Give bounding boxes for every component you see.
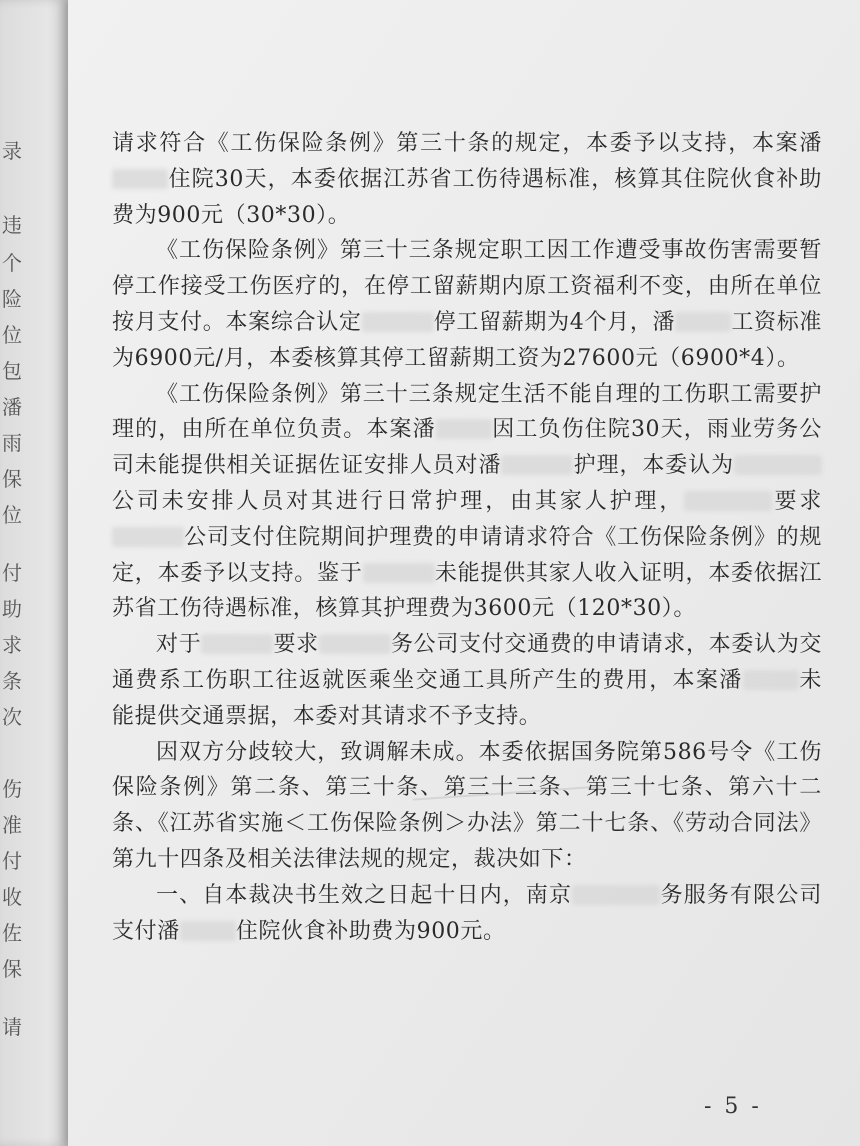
text-segment: 因工负伤住院30天，雨业劳务公司未能提供相关证据佐证安排人员对潘 (112, 417, 822, 479)
margin-char: 收 (2, 885, 22, 909)
margin-char: 佐 (2, 921, 22, 945)
margin-char: 保 (2, 467, 22, 491)
margin-char: 位 (2, 323, 22, 347)
text-segment: 《工伤保险条例》第三十三条规定生活不能自理的工伤职工需要护理的，由所在单位负责。本案潘 (112, 381, 822, 443)
paragraph-nursing-fee (112, 377, 822, 628)
margin-char: 包 (2, 359, 22, 383)
margin-char: 条 (2, 669, 22, 693)
margin-char: 付 (2, 849, 22, 873)
text-segment: 因双方分歧较大，致调解未成。本委依据国务院第586号令《工伤保险条例》第二条、第三十条、第三十三条、第三十七条、第六十二条、《江苏省实施＜工伤保险条例＞办法》第二十七条、《劳动合同法》第九十四条及相关法律法规的规定，裁决如下： (112, 739, 822, 872)
margin-char: 违 (2, 213, 22, 237)
text-segment: 停工留薪期为4个月，潘 (433, 309, 676, 335)
margin-char: 潘 (2, 395, 22, 419)
text-segment: 公司未安排人员对其进行日常护理，由其家人护理， (112, 488, 685, 514)
redacted-name (363, 563, 435, 583)
text-segment: 护理，本委认为 (573, 453, 735, 479)
redacted-name (319, 634, 391, 654)
text-segment: 未能提供交通票据，本委对其请求不予支持。 (112, 667, 822, 729)
text-segment: 请求符合《工伤保险条例》第三十条的规定，本委予以支持，本案潘 (112, 131, 822, 156)
margin-char: 付 (2, 561, 22, 585)
text-segment: 务公司支付交通费的申请请求，本委认为交通费系工伤职工往返就医乘坐交通工具所产生的费用，本案潘 (112, 632, 823, 693)
redacted-name (436, 419, 492, 439)
margin-char: 请 (2, 1015, 22, 1039)
margin-char: 个 (2, 251, 22, 275)
text-segment: 公司支付住院期间护理费的申请请求符合《工伤保险条例》的规定，本委予以支持。鉴于 (112, 524, 822, 586)
paragraph-ruling-item-1 (112, 878, 822, 950)
margin-char: 求 (2, 633, 22, 657)
margin-char: 准 (2, 813, 22, 837)
redacted-name (112, 169, 168, 189)
margin-char: 位 (2, 503, 22, 527)
margin-char: 伤 (2, 777, 22, 801)
text-segment: 未能提供其家人收入证明，本委依据江苏省工伤待遇标准，核算其护理费为3600元（120*30）。 (112, 560, 822, 622)
redacted-name (743, 670, 799, 690)
text-segment: 务服务有限公司支付潘 (112, 882, 822, 944)
document-page (68, 0, 860, 1146)
margin-char: 助 (2, 597, 22, 621)
paragraph-meal-allowance (112, 126, 822, 233)
text-segment: 要求 (772, 488, 822, 514)
text-segment: 工资标准为6900元/月，本委核算其停工留薪期工资为27600元（6900*4）。 (112, 309, 822, 371)
margin-char: 雨 (2, 431, 22, 455)
redacted-name (684, 491, 772, 511)
text-segment: 《工伤保险条例》第三十三条规定职工因工作遭受事故伤害需要暂停工作接受工伤医疗的，在停工留薪期内原工资福利不变，由所在单位按月支付。本案综合认定 (112, 238, 822, 335)
redacted-name (572, 885, 660, 905)
margin-char: 保 (2, 957, 22, 981)
text-segment: 住院30天，本委依据江苏省工伤待遇标准，核算其住院伙食补助费为900元（30*30）。 (112, 166, 822, 228)
margin-char: 录 (2, 139, 22, 163)
text-segment: 一、自本裁决书生效之日起十日内，南京 (156, 882, 573, 908)
redacted-name (362, 312, 434, 332)
redacted-name (180, 921, 236, 941)
page-number: - 5 - (704, 1094, 762, 1119)
redacted-name (112, 527, 184, 547)
redacted-name (734, 455, 822, 475)
paragraph-suspended-wages (112, 233, 822, 376)
redacted-name (675, 312, 731, 332)
redacted-name (201, 634, 273, 654)
text-segment: 对于 (156, 632, 202, 658)
margin-char: 险 (2, 287, 22, 311)
paragraph-transport-fee (112, 627, 822, 734)
text-segment: 要求 (273, 632, 319, 658)
previous-page-edge (0, 0, 68, 1146)
redacted-name (501, 455, 573, 475)
margin-char: 次 (2, 705, 22, 729)
text-segment: 住院伙食补助费为900元。 (235, 918, 506, 944)
